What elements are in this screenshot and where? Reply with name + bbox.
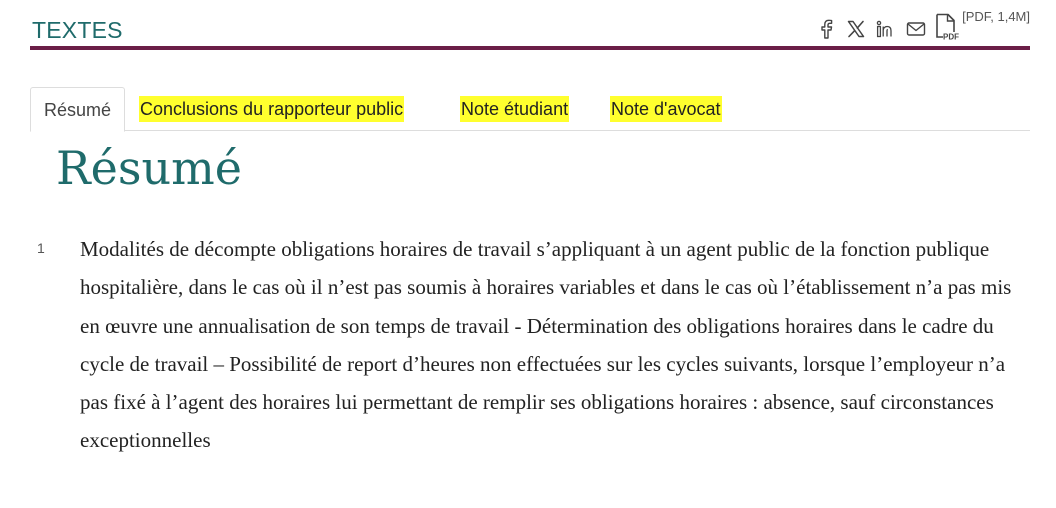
x-icon[interactable] [845, 18, 867, 40]
tab-resume[interactable] [30, 87, 125, 132]
pdf-download-link[interactable] [935, 8, 1030, 46]
tab-bar [30, 87, 1030, 131]
header-title: TEXTES [32, 17, 123, 43]
facebook-icon[interactable] [815, 18, 837, 40]
tab-note-avocat[interactable] [610, 87, 722, 131]
pdf-icon [935, 13, 959, 46]
tab-label: Conclusions du rapporteur public [139, 96, 404, 122]
tab-note-etudiant[interactable] [460, 87, 569, 131]
section-title: Résumé [56, 141, 242, 195]
tab-label: Résumé [44, 100, 112, 120]
linkedin-icon[interactable] [875, 18, 897, 40]
mail-icon[interactable] [905, 18, 927, 40]
paragraph-number: 1 [37, 240, 45, 256]
textes-header [30, 0, 1030, 50]
share-bar [807, 8, 1030, 44]
tab-label: Note étudiant [460, 96, 569, 122]
tab-conclusions-rapporteur-public[interactable] [139, 87, 404, 131]
summary-paragraph: Modalités de décompte obligations horaires de travail s’appliquant à un agent public de la fonction publique hospitalière, dans le cas où il n’est pas soumis à horaires variables et dans le cas où l’établissement n’a pas mis en œuvre une annualisation de son temps de travail - Détermination des obligations horaires dans le cadre du cycle de travail – Possibilité de report d’heures non effectuées sur les cycles suivants, lorsque l’employeur n’a pas fixé à l’agent des horaires lui permettant de remplir ses obligations horaires : absence, sauf circonstances exceptionnelles [80, 237, 1012, 453]
pdf-file-size: [PDF, 1,4M] [962, 8, 1030, 24]
tab-label: Note d'avocat [610, 96, 722, 122]
svg-text:PDF: PDF [943, 32, 960, 41]
